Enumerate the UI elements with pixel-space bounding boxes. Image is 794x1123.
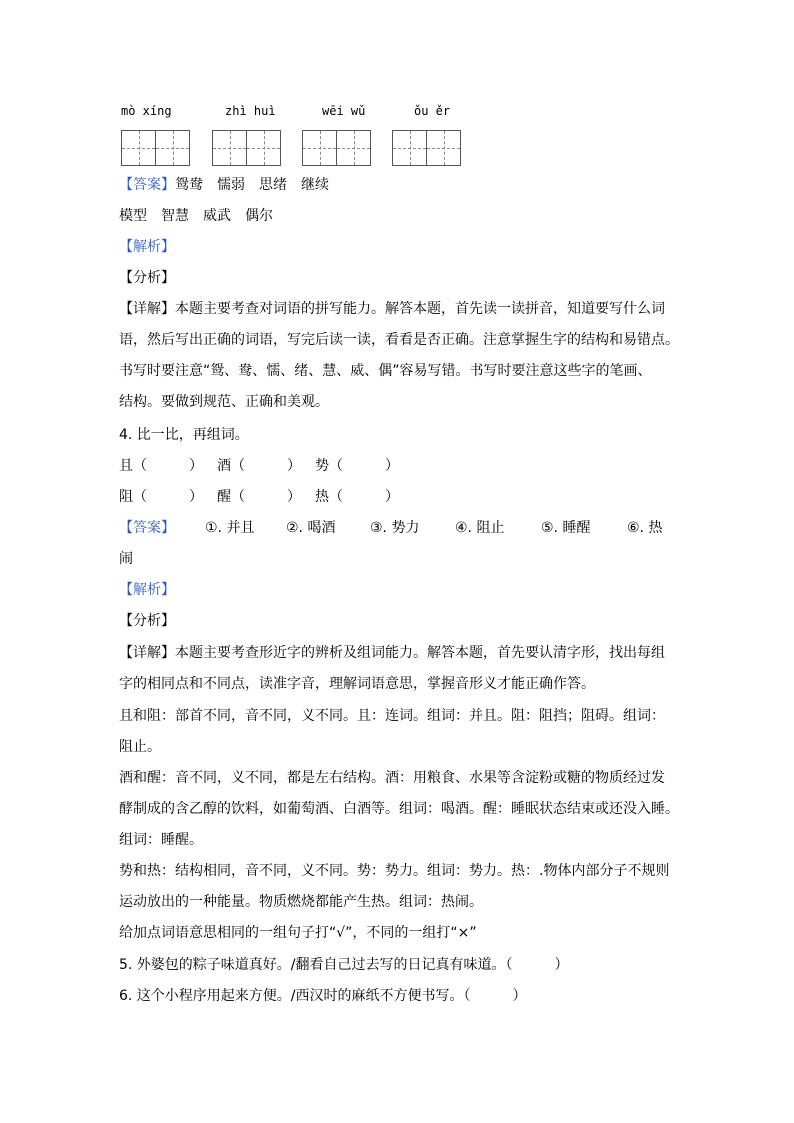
q3-detail-line1: 【详解】本题主要考查对词语的拼写能力。解答本题，首先读一读拼音，知道要写什么词 xyxy=(119,301,665,317)
writing-grid-row xyxy=(0,130,794,168)
q4-blank-5[interactable]: 醒（ ） xyxy=(217,489,301,505)
q4-answer-2: ②. 喝酒 xyxy=(286,520,336,536)
writing-box-2[interactable] xyxy=(212,130,280,166)
q4-row1 xyxy=(119,456,679,476)
q4-detail-line5: 酒和醒：音不同，义不同，都是左右结构。酒：用粮食、水果等含淀粉或糖的物质经过发 xyxy=(119,770,665,786)
q4-detail-line8: 势和热：结构相同，音不同，义不同。势：势力。组词：势力。热：.物体内部分子不规则 xyxy=(119,863,670,879)
q4-title: 4. 比一比，再组词。 xyxy=(119,427,249,443)
pinyin-row xyxy=(0,104,794,124)
writing-box-4[interactable] xyxy=(392,130,460,166)
q4-answer-3: ③. 势力 xyxy=(370,520,420,536)
q4-answer-5: ⑤. 睡醒 xyxy=(541,520,591,536)
q3-detail-line2: 语，然后写出正确的词语，写完后读一读，看看是否正确。注意掌握生字的结构和易错点。 xyxy=(119,332,679,348)
q4-blank-1[interactable]: 且（ ） xyxy=(119,458,203,474)
q4-detail-line4: 阻止。 xyxy=(119,739,161,755)
q4-detail-line3: 且和阻：部首不同，音不同，义不同。且：连词。组词：并且。阻：阻挡；阻碍。组词： xyxy=(119,708,665,724)
q4-blank-2[interactable]: 酒（ ） xyxy=(217,458,301,474)
q4-detail-line6: 酵制成的含乙醇的饮料，如葡萄酒、白酒等。组词：喝酒。醒：睡眠状态结束或还没入睡。 xyxy=(119,801,679,817)
q4-detail-line10: 给加点词语意思相同的一组句子打“√”，不同的一组打“×” xyxy=(119,925,477,941)
q4-detail-line9: 运动放出的一种能量。物质燃烧都能产生热。组词：热闹。 xyxy=(119,894,483,910)
answer-text: 鸳鸯 懦弱 思绪 继续 xyxy=(175,177,329,193)
q3-fenxi-tag: 【分析】 xyxy=(119,270,175,286)
q4-blank-3[interactable]: 势（ ） xyxy=(315,458,399,474)
q4-row2 xyxy=(119,487,679,507)
q3-detail-line3: 书写时要注意“鸳、鸯、懦、绪、慧、威、偶”容易写错。书写时要注意这些字的笔画、 xyxy=(119,363,652,379)
q4-answer-1: ①. 并且 xyxy=(205,520,255,536)
answer-tag: 【答案】 xyxy=(119,520,175,536)
q3-jiexi-tag: 【解析】 xyxy=(119,239,175,255)
q4-answer-6: ⑥. 热 xyxy=(627,520,663,536)
q4-fenxi-tag: 【分析】 xyxy=(119,613,175,629)
q4-answer-line xyxy=(119,518,679,538)
pinyin-1: mò xíng xyxy=(121,104,172,118)
xiangjie-tag: 【详解】 xyxy=(119,645,175,661)
q5-question: 5. 外婆包的粽子味道真好。/翻看自己过去写的日记真有味道。（ ） xyxy=(119,957,569,973)
writing-box-1[interactable] xyxy=(121,130,189,166)
q6-question: 6. 这个小程序用起来方便。/西汉时的麻纸不方便书写。（ ） xyxy=(119,988,527,1004)
q4-blank-6[interactable]: 热（ ） xyxy=(315,489,399,505)
q4-answer-4: ④. 阻止 xyxy=(455,520,505,536)
pinyin-4: ǒu ěr xyxy=(414,104,451,118)
pinyin-2: zhì huì xyxy=(225,104,276,118)
q4-answer-wrap: 闹 xyxy=(119,551,133,567)
xiangjie-tag: 【详解】 xyxy=(119,301,175,317)
q4-detail-line7: 组词：睡醒。 xyxy=(119,832,203,848)
q3-detail-line4: 结构。要做到规范、正确和美观。 xyxy=(119,394,329,410)
writing-box-3[interactable] xyxy=(302,130,370,166)
q4-detail-line1: 【详解】本题主要考查形近字的辨析及组词能力。解答本题，首先要认清字形，找出每组 xyxy=(119,645,665,661)
q4-detail-line2: 字的相同点和不同点，读准字音，理解词语意思，掌握音形义才能正确作答。 xyxy=(119,676,595,692)
q3-answer-line2: 模型 智慧 威武 偶尔 xyxy=(119,208,273,224)
q4-jiexi-tag: 【解析】 xyxy=(119,582,175,598)
pinyin-3: wēi wǔ xyxy=(322,104,366,118)
q3-answer-line1 xyxy=(119,175,679,195)
answer-tag: 【答案】 xyxy=(119,177,175,193)
q4-blank-4[interactable]: 阻（ ） xyxy=(119,489,203,505)
